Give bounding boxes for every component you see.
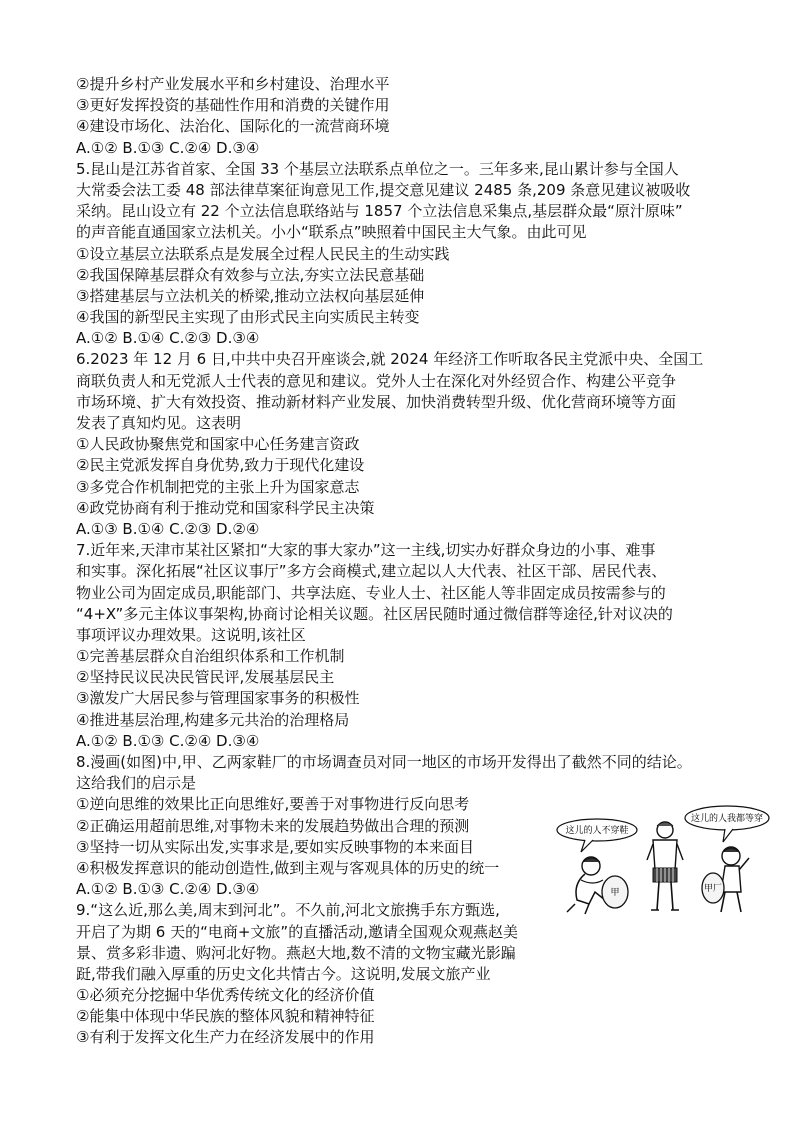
question-7-stem-line-5: 事项评议办理效果。这说明,该社区 xyxy=(76,625,306,644)
question-8-option-4: ④积极发挥意识的能动创造性,做到主观与客观具体的历史的统一 xyxy=(76,858,500,877)
question-6-option-2: ②民主党派发挥自身优势,致力于现代化建设 xyxy=(76,456,365,475)
question-4-option-4: ④建设市场化、法治化、国际化的一流营商环境 xyxy=(76,117,390,136)
question-9-option-3: ③有利于发挥文化生产力在经济发展中的作用 xyxy=(76,1028,375,1047)
question-9-option-2: ②能集中体现中华民族的整体风貌和精神特征 xyxy=(76,1007,375,1026)
question-6-stem-line-4: 发表了真知灼见。这表明 xyxy=(76,414,242,432)
left-bubble-tail xyxy=(581,840,593,852)
question-7-option-2: ②坚持民议民决民管民评,发展基层民主 xyxy=(76,668,335,687)
question-5-stem-line-1: 5.昆山是江苏省首家、全国 33 个基层立法联系点单位之一。三年多来,昆山累计参与全国人 xyxy=(76,159,679,178)
question-6-option-4: ④政党协商有利于推动党和国家科学民主决策 xyxy=(76,498,375,517)
question-5-stem-line-2: 大常委会法工委 48 部法律草案征询意见工作,提交意见建议 2485 条,209 条意见建议被吸收 xyxy=(76,180,691,199)
question-9-stem-line-2: 开启了为期 6 天的“电商+文旅”的直播活动,邀请全国观众观燕赵美 xyxy=(76,922,518,941)
question-7-answer-choices: A.①② B.①③ C.②④ D.③④ xyxy=(76,731,260,750)
question-4-option-3: ③更好发挥投资的基础性作用和消费的关键作用 xyxy=(76,96,390,115)
question-5-option-3: ③搭建基层与立法机关的桥梁,推动立法权向基层延伸 xyxy=(76,286,425,305)
cartoon-drawing xyxy=(555,800,770,920)
question-6-stem-line-3: 市场环境、扩大有效投资、推动新材料产业发展、加快消费转型升级、优化营商环境等方面 xyxy=(76,392,677,411)
question-5-stem-line-4: 的声音能直通国家立法机关。小小“联系点”映照着中国民主大气象。由此可见 xyxy=(76,223,587,242)
question-8-stem-line-2: 这给我们的启示是 xyxy=(76,774,197,793)
question-7-option-4: ④推进基层治理,构建多元共治的治理格局 xyxy=(76,710,350,729)
question-7-option-3: ③激发广大居民参与管理国家事务的积极性 xyxy=(76,689,360,708)
left-sack-label: 甲 xyxy=(610,888,620,898)
question-8-option-1: ①逆向思维的效果比正向思维好,要善于对事物进行反向思考 xyxy=(76,795,470,814)
question-8-stem-line-1: 8.漫画(如图)中,甲、乙两家鞋厂的市场调查员对同一地区的市场开发得出了截然不同的结论。 xyxy=(76,753,692,771)
question-7-stem-line-1: 7.近年来,天津市某社区紧扣“大家的事大家办”这一主线,切实办好群众身边的小事、难事 xyxy=(76,541,656,560)
question-8-option-2: ②正确运用超前思维,对事物未来的发展趋势做出合理的预测 xyxy=(76,816,470,835)
question-5-option-4: ④我国的新型民主实现了由形式民主向实质民主转变 xyxy=(76,308,420,327)
question-9-stem-line-4: 跹,带我们融入厚重的历史文化共情古今。这说明,发展文旅产业 xyxy=(76,964,491,983)
question-9-option-1: ①必须充分挖掘中华优秀传统文化的经济价值 xyxy=(76,986,375,1005)
left-bubble-text: 这儿的人不穿鞋 xyxy=(565,826,629,836)
question-7-stem-line-2: 和实事。深化拓展“社区议事厅”多方会商模式,建立起以人大代表、社区干部、居民代表、 xyxy=(76,562,667,581)
question-6-stem-line-2: 商联负责人和无党派人士代表的意见和建议。党外人士在深化对外经贸合作、构建公平竞争 xyxy=(76,371,677,390)
barefoot-local-figure xyxy=(647,822,683,910)
question-4-answer-choices: A.①② B.①③ C.②④ D.③④ xyxy=(76,138,260,157)
question-5-stem-line-3: 采纳。昆山设立有 22 个立法信息联络站与 1857 个立法信息采集点,基层群众最“原汁原味” xyxy=(76,202,683,221)
question-5-option-1: ①设立基层立法联系点是发展全过程人民民主的生动实践 xyxy=(76,244,450,263)
question-5-option-2: ②我国保障基层群众有效参与立法,夯实立法民意基础 xyxy=(76,265,425,284)
right-bubble-text: 这儿的人我都等穿 xyxy=(690,814,764,824)
question-7-stem-line-4: “4+X”多元主体议事架构,协商讨论相关议题。社区居民随时通过微信群等途径,针对议决的 xyxy=(76,604,673,623)
question-8-option-3: ③坚持一切从实际出发,实事求是,要如实反映事物的本来面目 xyxy=(76,837,474,856)
question-5-answer-choices: A.①② B.①④ C.②③ D.③④ xyxy=(76,329,260,348)
question-8-answer-choices: A.①② B.①③ C.②④ D.③④ xyxy=(76,880,260,899)
question-6-option-1: ①人民政协聚焦党和国家中心任务建言资政 xyxy=(76,435,360,454)
question-7-option-1: ①完善基层群众自治组织体系和工作机制 xyxy=(76,647,345,666)
right-salesman-figure xyxy=(702,847,749,912)
question-6-answer-choices: A.①③ B.①④ C.②③ D.②④ xyxy=(76,519,260,538)
shoe-factory-cartoon xyxy=(555,800,770,920)
question-6-option-3: ③多党合作机制把党的主张上升为国家意志 xyxy=(76,477,360,496)
right-bubble-tail xyxy=(723,829,733,842)
question-9-stem-line-1: 9.“这么近,那么美,周末到河北”。不久前,河北文旅携手东方甄选, xyxy=(76,901,500,920)
question-6-stem-line-1: 6.2023 年 12 月 6 日,中共中央召开座谈会,就 2024 年经济工作听取各民主党派中央、全国工 xyxy=(76,350,704,369)
question-9-stem-line-3: 景、赏多彩非遗、购河北好物。燕赵大地,数不清的文物宝藏光影蹁 xyxy=(76,943,516,962)
question-4-option-2: ②提升乡村产业发展水平和乡村建设、治理水平 xyxy=(76,75,390,93)
question-7-stem-line-3: 物业公司为固定成员,职能部门、共享法庭、专业人士、社区能人等非固定成员按需参与的 xyxy=(76,583,666,602)
left-salesman-figure xyxy=(567,857,628,914)
right-sack-label: 甲厂 xyxy=(703,884,723,894)
